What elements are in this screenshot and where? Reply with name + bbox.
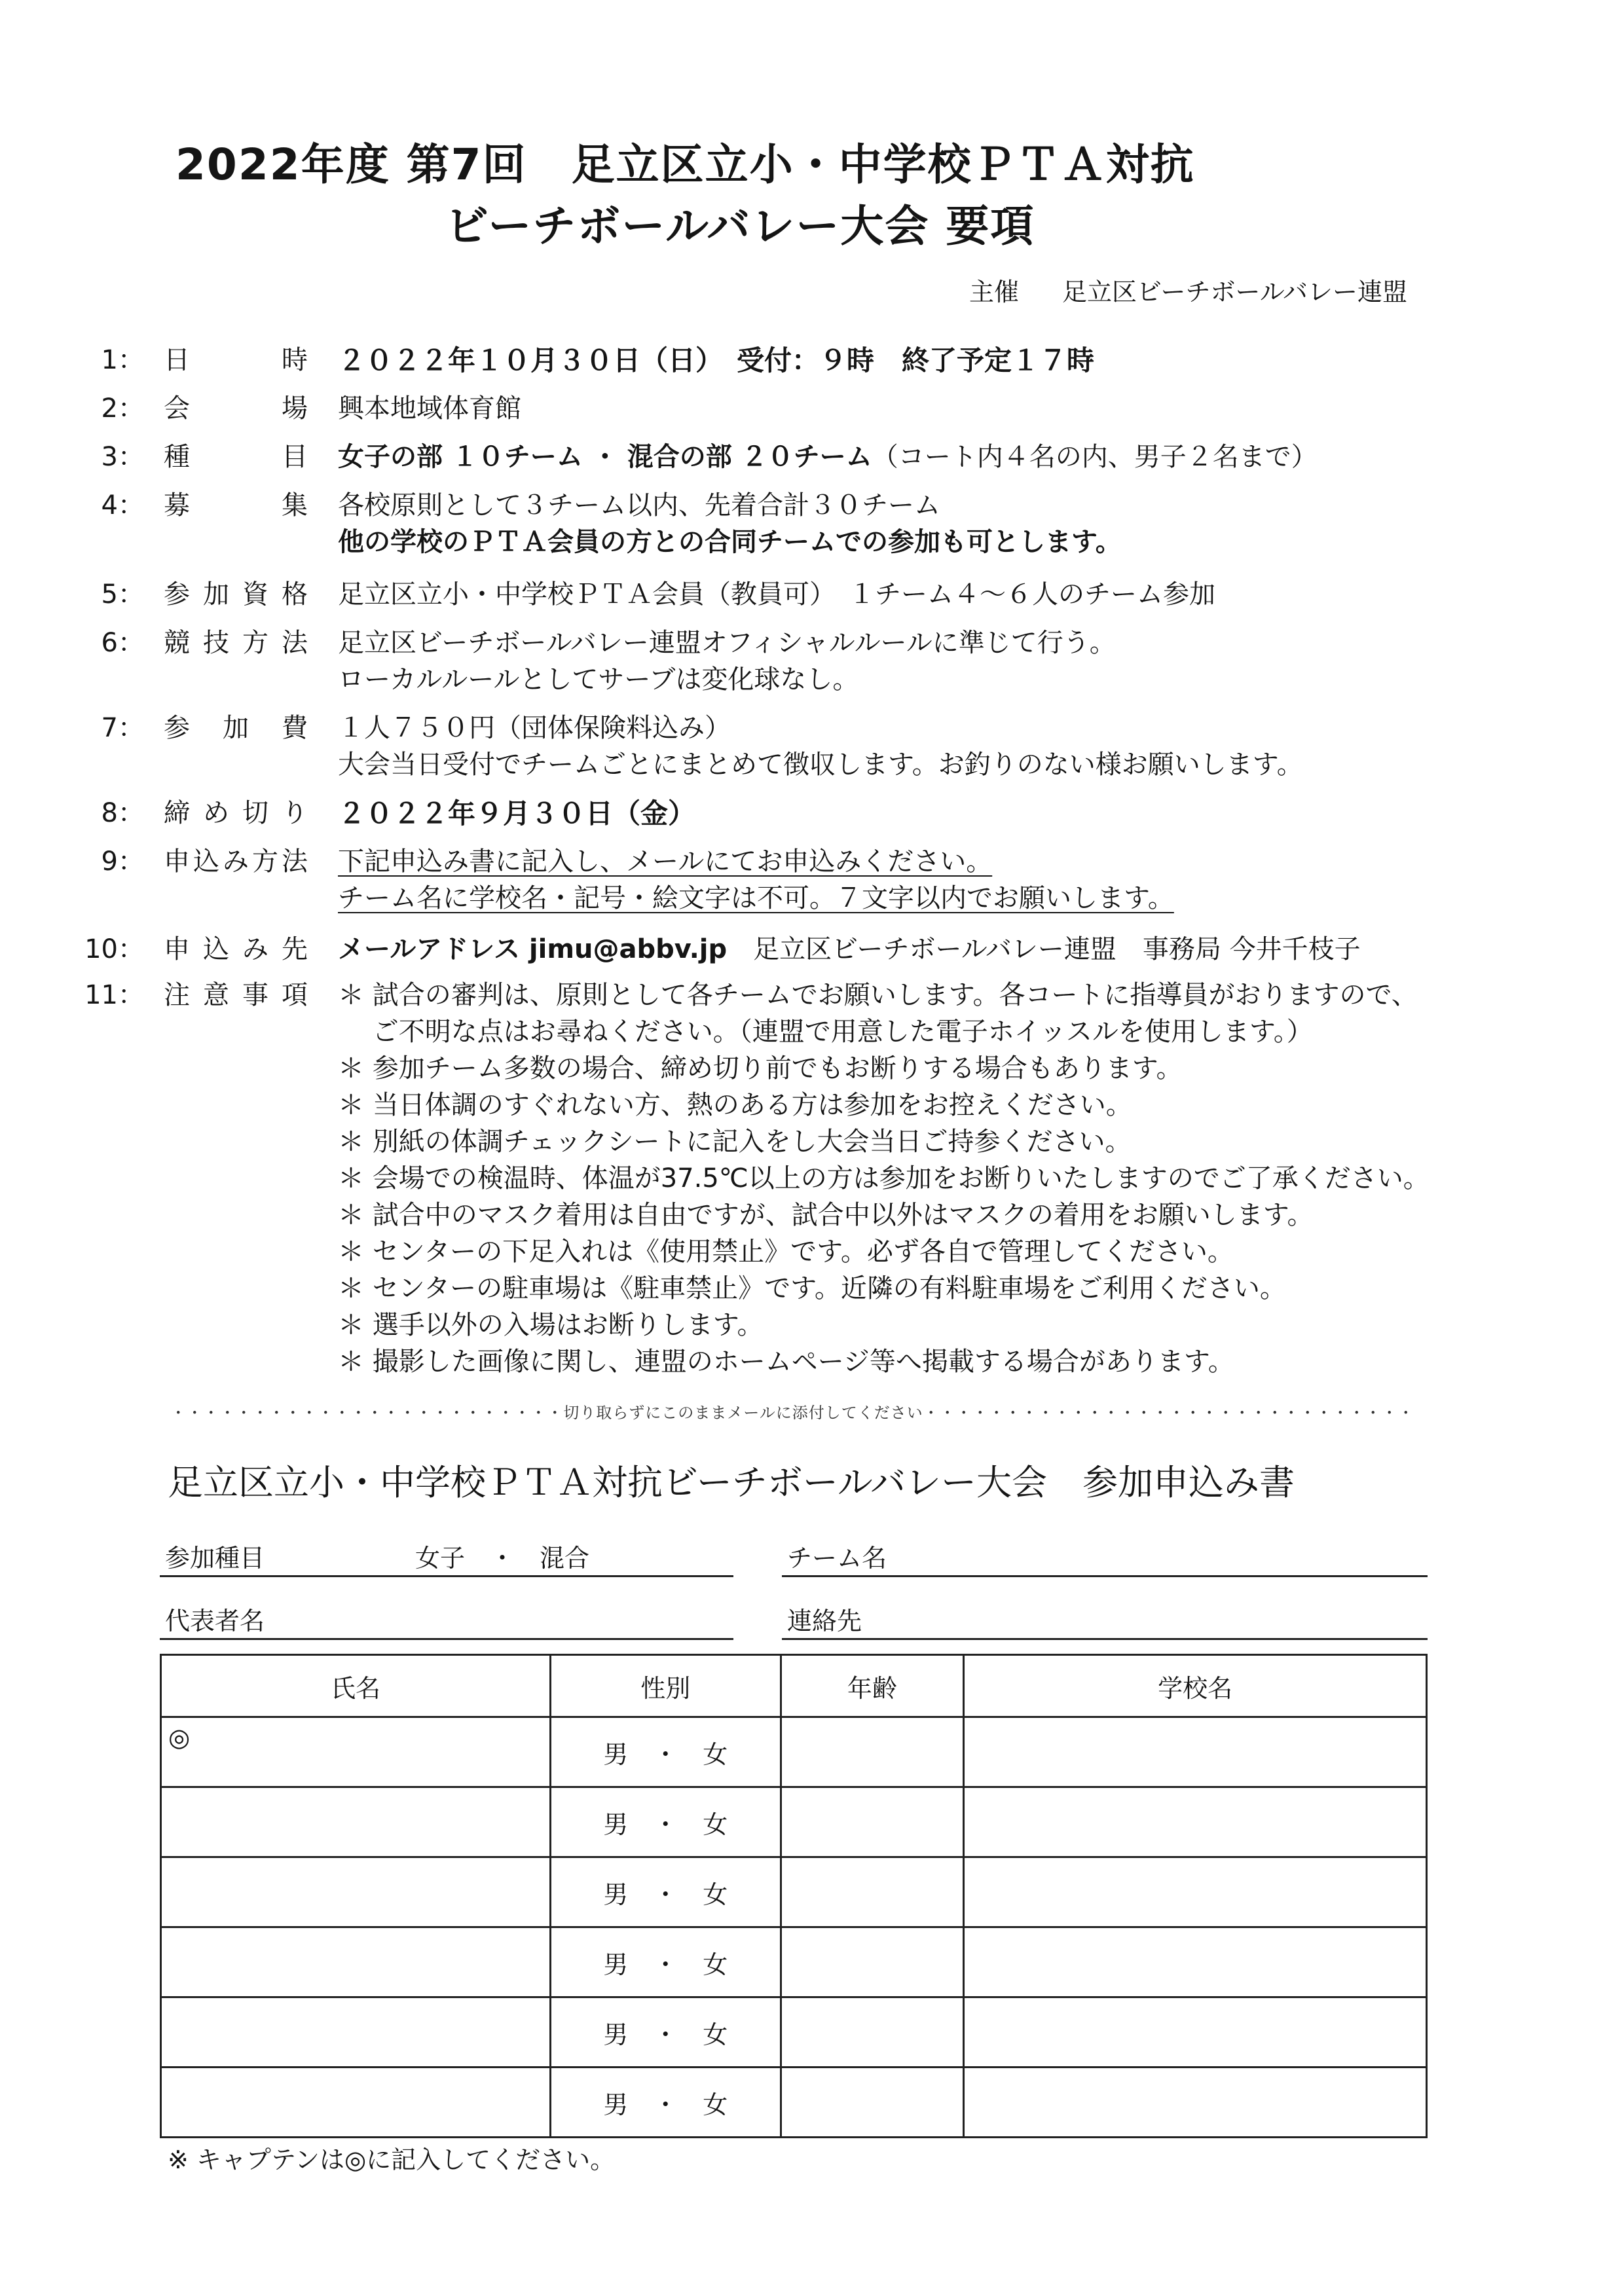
label-char: 会: [164, 393, 190, 424]
school-cell[interactable]: [964, 1717, 1427, 1787]
table-row: [161, 1997, 1427, 2068]
team-name-field[interactable]: [782, 1542, 1428, 1577]
item-label-category: [164, 436, 308, 473]
item-number: 9：: [101, 847, 144, 877]
category-note: （コート内４名の内、男子２名まで）: [872, 442, 1318, 472]
note-line: ＊ 試合中のマスク着用は自由ですが、試合中以外はマスクの着用をお願いします。: [338, 1200, 1314, 1230]
item-number: 10：: [84, 934, 144, 964]
note-line: ＊ センターの下足入れは《使用禁止》です。必ず各自で管理してください。: [338, 1237, 1234, 1267]
item-label-fee: [164, 707, 308, 744]
school-cell[interactable]: [964, 1927, 1427, 1997]
item-number: 1：: [101, 345, 144, 375]
organizer-name: 足立区ビーチボールバレー連盟: [1062, 278, 1408, 306]
gender-cell[interactable]: 男 ・ 女: [550, 2068, 781, 2138]
label-char: 意: [203, 980, 229, 1010]
school-cell[interactable]: [964, 1857, 1427, 1927]
label-char: 法: [282, 628, 308, 658]
item-value-fee-1: １人７５０円（団体保険料込み）: [338, 713, 731, 743]
item-number: 11：: [84, 980, 144, 1010]
roster-table: [160, 1654, 1428, 2138]
label-char: 項: [282, 980, 308, 1010]
item-value-method-1: 下記申込み書に記入し、メールにてお申込みください。: [338, 847, 993, 877]
label-char: 費: [282, 713, 308, 743]
note-line: ＊ 別紙の体調チェックシートに記入をし大会当日ご持参ください。: [338, 1127, 1132, 1157]
name-cell[interactable]: [161, 1787, 551, 1857]
label-char: 参: [164, 713, 190, 743]
note-line: ＊ 参加チーム多数の場合、締め切り前でもお断りする場合もあります。: [338, 1053, 1183, 1084]
label-char: 種: [164, 442, 190, 472]
organizer-label: 主催: [969, 278, 1020, 306]
item-number: 2：: [101, 393, 144, 424]
label-char: 方: [242, 628, 268, 658]
item-value-venue: 興本地域体育館: [338, 393, 521, 424]
category-teams: 女子の部 １０チーム ・ 混合の部 ２０チーム: [338, 442, 872, 472]
note-line: ＊ 撮影した画像に関し、連盟のホームページ等へ掲載する場合があります。: [338, 1347, 1234, 1377]
gender-cell[interactable]: 男 ・ 女: [550, 1997, 781, 2068]
name-cell[interactable]: [161, 1997, 551, 2068]
item-value-eligibility: 足立区立小・中学校ＰＴＡ会員（教員可） １チーム４～６人のチーム参加: [338, 579, 1215, 610]
label-char: 集: [282, 490, 308, 520]
label-char: 申: [164, 934, 190, 964]
gender-cell[interactable]: 男 ・ 女: [550, 1927, 781, 1997]
name-cell[interactable]: [161, 1927, 551, 1997]
representative-field[interactable]: [160, 1605, 733, 1640]
item-label-deadline: [164, 792, 308, 829]
contact-office: 足立区ビーチボールバレー連盟 事務局 今井千枝子: [727, 934, 1361, 964]
item-label-rules: [164, 622, 308, 659]
category-label: 参加種目: [165, 1544, 265, 1573]
title-line-1: 2022年度 第7回 足立区立小・中学校ＰＴＡ対抗: [175, 139, 1195, 190]
column-header-school: 学校名: [964, 1655, 1427, 1717]
gender-cell[interactable]: 男 ・ 女: [550, 1717, 781, 1787]
age-cell[interactable]: [781, 1927, 964, 1997]
label-char: 切: [242, 798, 268, 828]
label-char: 技: [203, 628, 229, 658]
contact-field[interactable]: [782, 1605, 1428, 1640]
label-char: み: [223, 847, 249, 877]
label-char: 参: [164, 579, 190, 610]
item-value-fee-2: 大会当日受付でチームごとにまとめて徴収します。お釣りのない様お願いします。: [338, 750, 1303, 780]
label-char: 込: [193, 847, 219, 877]
age-cell[interactable]: [781, 2068, 964, 2138]
label-char: 募: [164, 490, 190, 520]
note-line: ＊ 試合の審判は、原則として各チームでお願いします。各コートに指導員がおりますので、: [338, 980, 1418, 1010]
age-cell[interactable]: [781, 1997, 964, 2068]
school-cell[interactable]: [964, 2068, 1427, 2138]
table-row: [161, 1857, 1427, 1927]
age-cell[interactable]: [781, 1717, 964, 1787]
label-char: 加: [223, 713, 249, 743]
label-char: 競: [164, 628, 190, 658]
table-header-row: [161, 1655, 1427, 1717]
item-value-category: [338, 436, 1318, 473]
column-header-gender: 性別: [550, 1655, 781, 1717]
table-row: [161, 1787, 1427, 1857]
item-value-method-2: チーム名に学校名・記号・絵文字は不可。７文字以内でお願いします。: [338, 883, 1174, 913]
label-char: 日: [164, 345, 190, 375]
name-cell[interactable]: [161, 1857, 551, 1927]
note-line: ＊ 会場での検温時、体温が37.5℃以上の方は参加をお断りいたしますのでご了承ください。: [338, 1163, 1430, 1194]
item-value-rules-2: ローカルルールとしてサーブは変化球なし。: [338, 665, 859, 695]
item-number: 4：: [101, 490, 144, 520]
item-value-recruit-1: 各校原則として３チーム以内、先着合計３０チーム: [338, 490, 940, 520]
age-cell[interactable]: [781, 1857, 964, 1927]
note-line: ＊ 当日体調のすぐれない方、熱のある方は参加をお控えください。: [338, 1090, 1132, 1120]
team-name-label: チーム名: [787, 1544, 887, 1573]
captain-footnote: ※ キャプテンは◎に記入してください。: [168, 2145, 616, 2174]
item-label-date: [164, 339, 308, 376]
label-char: 締: [164, 798, 190, 828]
label-char: 加: [203, 579, 229, 610]
item-number: 6：: [101, 628, 144, 658]
item-label-notes: [164, 974, 308, 1011]
table-row: [161, 1717, 1427, 1787]
title-line-2: ビーチボールバレー大会 要項: [445, 201, 1035, 251]
label-char: 注: [164, 980, 190, 1010]
contact-email: メールアドレス jimu@abbv.jp: [338, 934, 728, 964]
name-cell[interactable]: [161, 2068, 551, 2138]
note-line: ＊ 選手以外の入場はお断りします。: [338, 1310, 764, 1340]
column-header-age: 年齢: [781, 1655, 964, 1717]
item-label-eligibility: [164, 574, 308, 611]
item-label-recruit: [164, 484, 308, 522]
item-label-contact: [164, 928, 308, 966]
label-char: 方: [252, 847, 278, 877]
item-value-date: ２０２２年１０月３０日（日） 受付：９時 終了予定１７時: [338, 344, 1095, 376]
item-value-rules-1: 足立区ビーチボールバレー連盟オフィシャルルールに準じて行う。: [338, 628, 1116, 658]
label-char: み: [242, 934, 268, 964]
form-title: 足立区立小・中学校ＰＴＡ対抗ビーチボールバレー大会 参加申込み書: [168, 1462, 1295, 1503]
note-line: ご不明な点はお尋ねください。（連盟で用意した電子ホイッスルを使用します。）: [338, 1017, 1313, 1047]
label-char: 格: [282, 579, 308, 610]
label-char: 時: [282, 345, 308, 375]
label-char: 込: [203, 934, 229, 964]
note-line: ＊ センターの駐車場は《駐車禁止》です。近隣の有料駐車場をご利用ください。: [338, 1273, 1286, 1303]
item-value-recruit-2: 他の学校のＰＴＡ会員の方との合同チームでの参加も可とします。: [338, 527, 1122, 557]
label-char: 場: [282, 393, 308, 424]
label-char: り: [282, 798, 308, 828]
item-value-contact: [338, 928, 1361, 966]
label-char: 目: [282, 442, 308, 472]
school-cell[interactable]: [964, 1787, 1427, 1857]
item-number: 7：: [101, 713, 144, 743]
gender-cell[interactable]: 男 ・ 女: [550, 1857, 781, 1927]
age-cell[interactable]: [781, 1787, 964, 1857]
cut-line: ・・・・・・・・・・・・・・・・・・・・・・・・切り取らずにこのままメールに添付してください・・・・・・・・・・・・・・・・・・・・・・・・・・・・・・: [170, 1404, 1414, 1422]
label-char: 資: [242, 579, 268, 610]
label-char: 申: [164, 847, 190, 877]
captain-mark: ◎: [168, 1723, 191, 1752]
item-number: 8：: [101, 798, 144, 828]
category-field[interactable]: [160, 1542, 733, 1577]
label-char: 先: [282, 934, 308, 964]
table-row: [161, 2068, 1427, 2138]
item-number: 3：: [101, 442, 144, 472]
item-label-method: [164, 841, 308, 878]
table-row: [161, 1927, 1427, 1997]
school-cell[interactable]: [964, 1997, 1427, 2068]
column-header-name: 氏名: [161, 1655, 551, 1717]
label-char: め: [203, 798, 229, 828]
item-value-deadline: ２０２２年９月３０日（金）: [338, 797, 696, 829]
representative-label: 代表者名: [165, 1607, 265, 1635]
label-char: 法: [282, 847, 308, 877]
label-char: 事: [242, 980, 268, 1010]
gender-cell[interactable]: 男 ・ 女: [550, 1787, 781, 1857]
name-cell-captain[interactable]: [161, 1717, 551, 1787]
item-number: 5：: [101, 579, 144, 610]
contact-label: 連絡先: [787, 1607, 862, 1635]
category-options: 女子 ・ 混合: [415, 1544, 590, 1573]
item-label-venue: [164, 388, 308, 425]
